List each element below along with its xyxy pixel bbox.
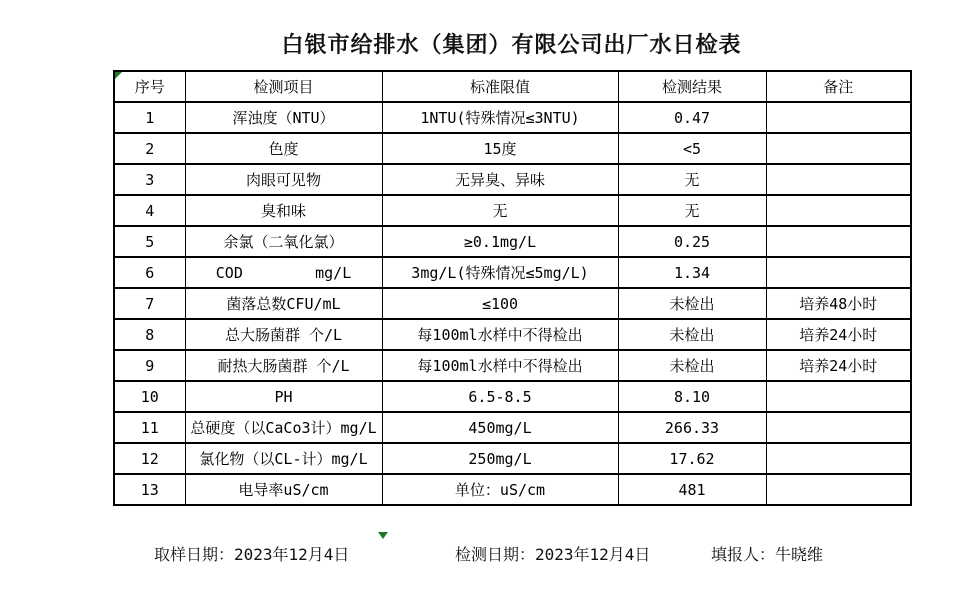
table-cell: 15度	[382, 133, 618, 164]
table-cell: 无	[618, 164, 766, 195]
table-cell: 每100ml水样中不得检出	[382, 350, 618, 381]
table-cell	[766, 443, 911, 474]
table-cell	[766, 412, 911, 443]
table-cell: 氯化物（以CL-计）mg/L	[185, 443, 382, 474]
column-header: 标准限值	[382, 71, 618, 102]
table-cell: 0.47	[618, 102, 766, 133]
table-cell	[766, 474, 911, 505]
table-cell: 菌落总数CFU/mL	[185, 288, 382, 319]
table-cell: 每100ml水样中不得检出	[382, 319, 618, 350]
sampling-date-label: 取样日期：2023年12月4日	[154, 545, 350, 564]
table-row	[114, 257, 911, 288]
table-cell	[766, 381, 911, 412]
table-cell: PH	[185, 381, 382, 412]
table-cell	[766, 226, 911, 257]
table-cell: 未检出	[618, 319, 766, 350]
table-cell: 总大肠菌群 个/L	[185, 319, 382, 350]
table-row	[114, 226, 911, 257]
column-header: 检测项目	[185, 71, 382, 102]
table-cell: ≥0.1mg/L	[382, 226, 618, 257]
table-cell: 13	[114, 474, 185, 505]
table-cell: 481	[618, 474, 766, 505]
table-cell: 250mg/L	[382, 443, 618, 474]
footer	[0, 542, 973, 564]
table-cell: 无	[382, 195, 618, 226]
table-cell: 11	[114, 412, 185, 443]
table-cell: 耐热大肠菌群 个/L	[185, 350, 382, 381]
header-row	[114, 71, 911, 102]
table-cell: 1	[114, 102, 185, 133]
table-cell: 5	[114, 226, 185, 257]
table-cell: 2	[114, 133, 185, 164]
table-cell: 8	[114, 319, 185, 350]
table-cell: 电导率uS/cm	[185, 474, 382, 505]
table-cell	[766, 133, 911, 164]
column-header: 备注	[766, 71, 911, 102]
table-cell: 4	[114, 195, 185, 226]
page-title: 白银市给排水（集团）有限公司出厂水日检表	[281, 33, 742, 58]
table-cell: COD mg/L	[185, 257, 382, 288]
table-cell: 臭和味	[185, 195, 382, 226]
table-cell: 0.25	[618, 226, 766, 257]
column-header: 检测结果	[618, 71, 766, 102]
table-row	[114, 164, 911, 195]
table-cell: 无	[618, 195, 766, 226]
table-cell: ≤100	[382, 288, 618, 319]
table-cell: 6.5-8.5	[382, 381, 618, 412]
column-header: 序号	[114, 71, 185, 102]
table-cell: 7	[114, 288, 185, 319]
table-cell: 3	[114, 164, 185, 195]
table-cell: 17.62	[618, 443, 766, 474]
table-row	[114, 288, 911, 319]
table-cell: 浑浊度（NTU）	[185, 102, 382, 133]
table-cell: 3mg/L(特殊情况≤5mg/L)	[382, 257, 618, 288]
table-cell: 8.10	[618, 381, 766, 412]
table-row	[114, 381, 911, 412]
table-row	[114, 195, 911, 226]
table-cell: 12	[114, 443, 185, 474]
table-cell: 未检出	[618, 350, 766, 381]
cell-corner-marker-icon	[115, 72, 122, 79]
table-cell	[766, 164, 911, 195]
table-cell: 无异臭、异味	[382, 164, 618, 195]
table-cell: 培养48小时	[766, 288, 911, 319]
table-cell: 色度	[185, 133, 382, 164]
table-cell: 肉眼可见物	[185, 164, 382, 195]
table-cell: 6	[114, 257, 185, 288]
reporter-label: 填报人：牛晓维	[711, 545, 824, 564]
table-cell: 培养24小时	[766, 319, 911, 350]
table-cell: 总硬度（以CaCo3计）mg/L	[185, 412, 382, 443]
table-row	[114, 102, 911, 133]
table-cell: 单位：uS/cm	[382, 474, 618, 505]
inspection-table	[113, 70, 912, 506]
table-cell: 余氯（二氧化氯）	[185, 226, 382, 257]
table-row	[114, 350, 911, 381]
table-cell	[766, 257, 911, 288]
table-cell: 培养24小时	[766, 350, 911, 381]
table-cell: 1NTU(特殊情况≤3NTU)	[382, 102, 618, 133]
table-row	[114, 474, 911, 505]
table-bottom-marker-icon	[378, 532, 388, 539]
table-cell: 1.34	[618, 257, 766, 288]
table-cell: <5	[618, 133, 766, 164]
table-cell: 450mg/L	[382, 412, 618, 443]
table-cell: 9	[114, 350, 185, 381]
table-body	[114, 102, 911, 505]
table-row	[114, 443, 911, 474]
table-row	[114, 319, 911, 350]
table-cell: 未检出	[618, 288, 766, 319]
table-row	[114, 133, 911, 164]
table-row	[114, 412, 911, 443]
table-cell	[766, 195, 911, 226]
table-cell	[766, 102, 911, 133]
table-cell: 266.33	[618, 412, 766, 443]
table-cell: 10	[114, 381, 185, 412]
test-date-label: 检测日期：2023年12月4日	[455, 545, 651, 564]
